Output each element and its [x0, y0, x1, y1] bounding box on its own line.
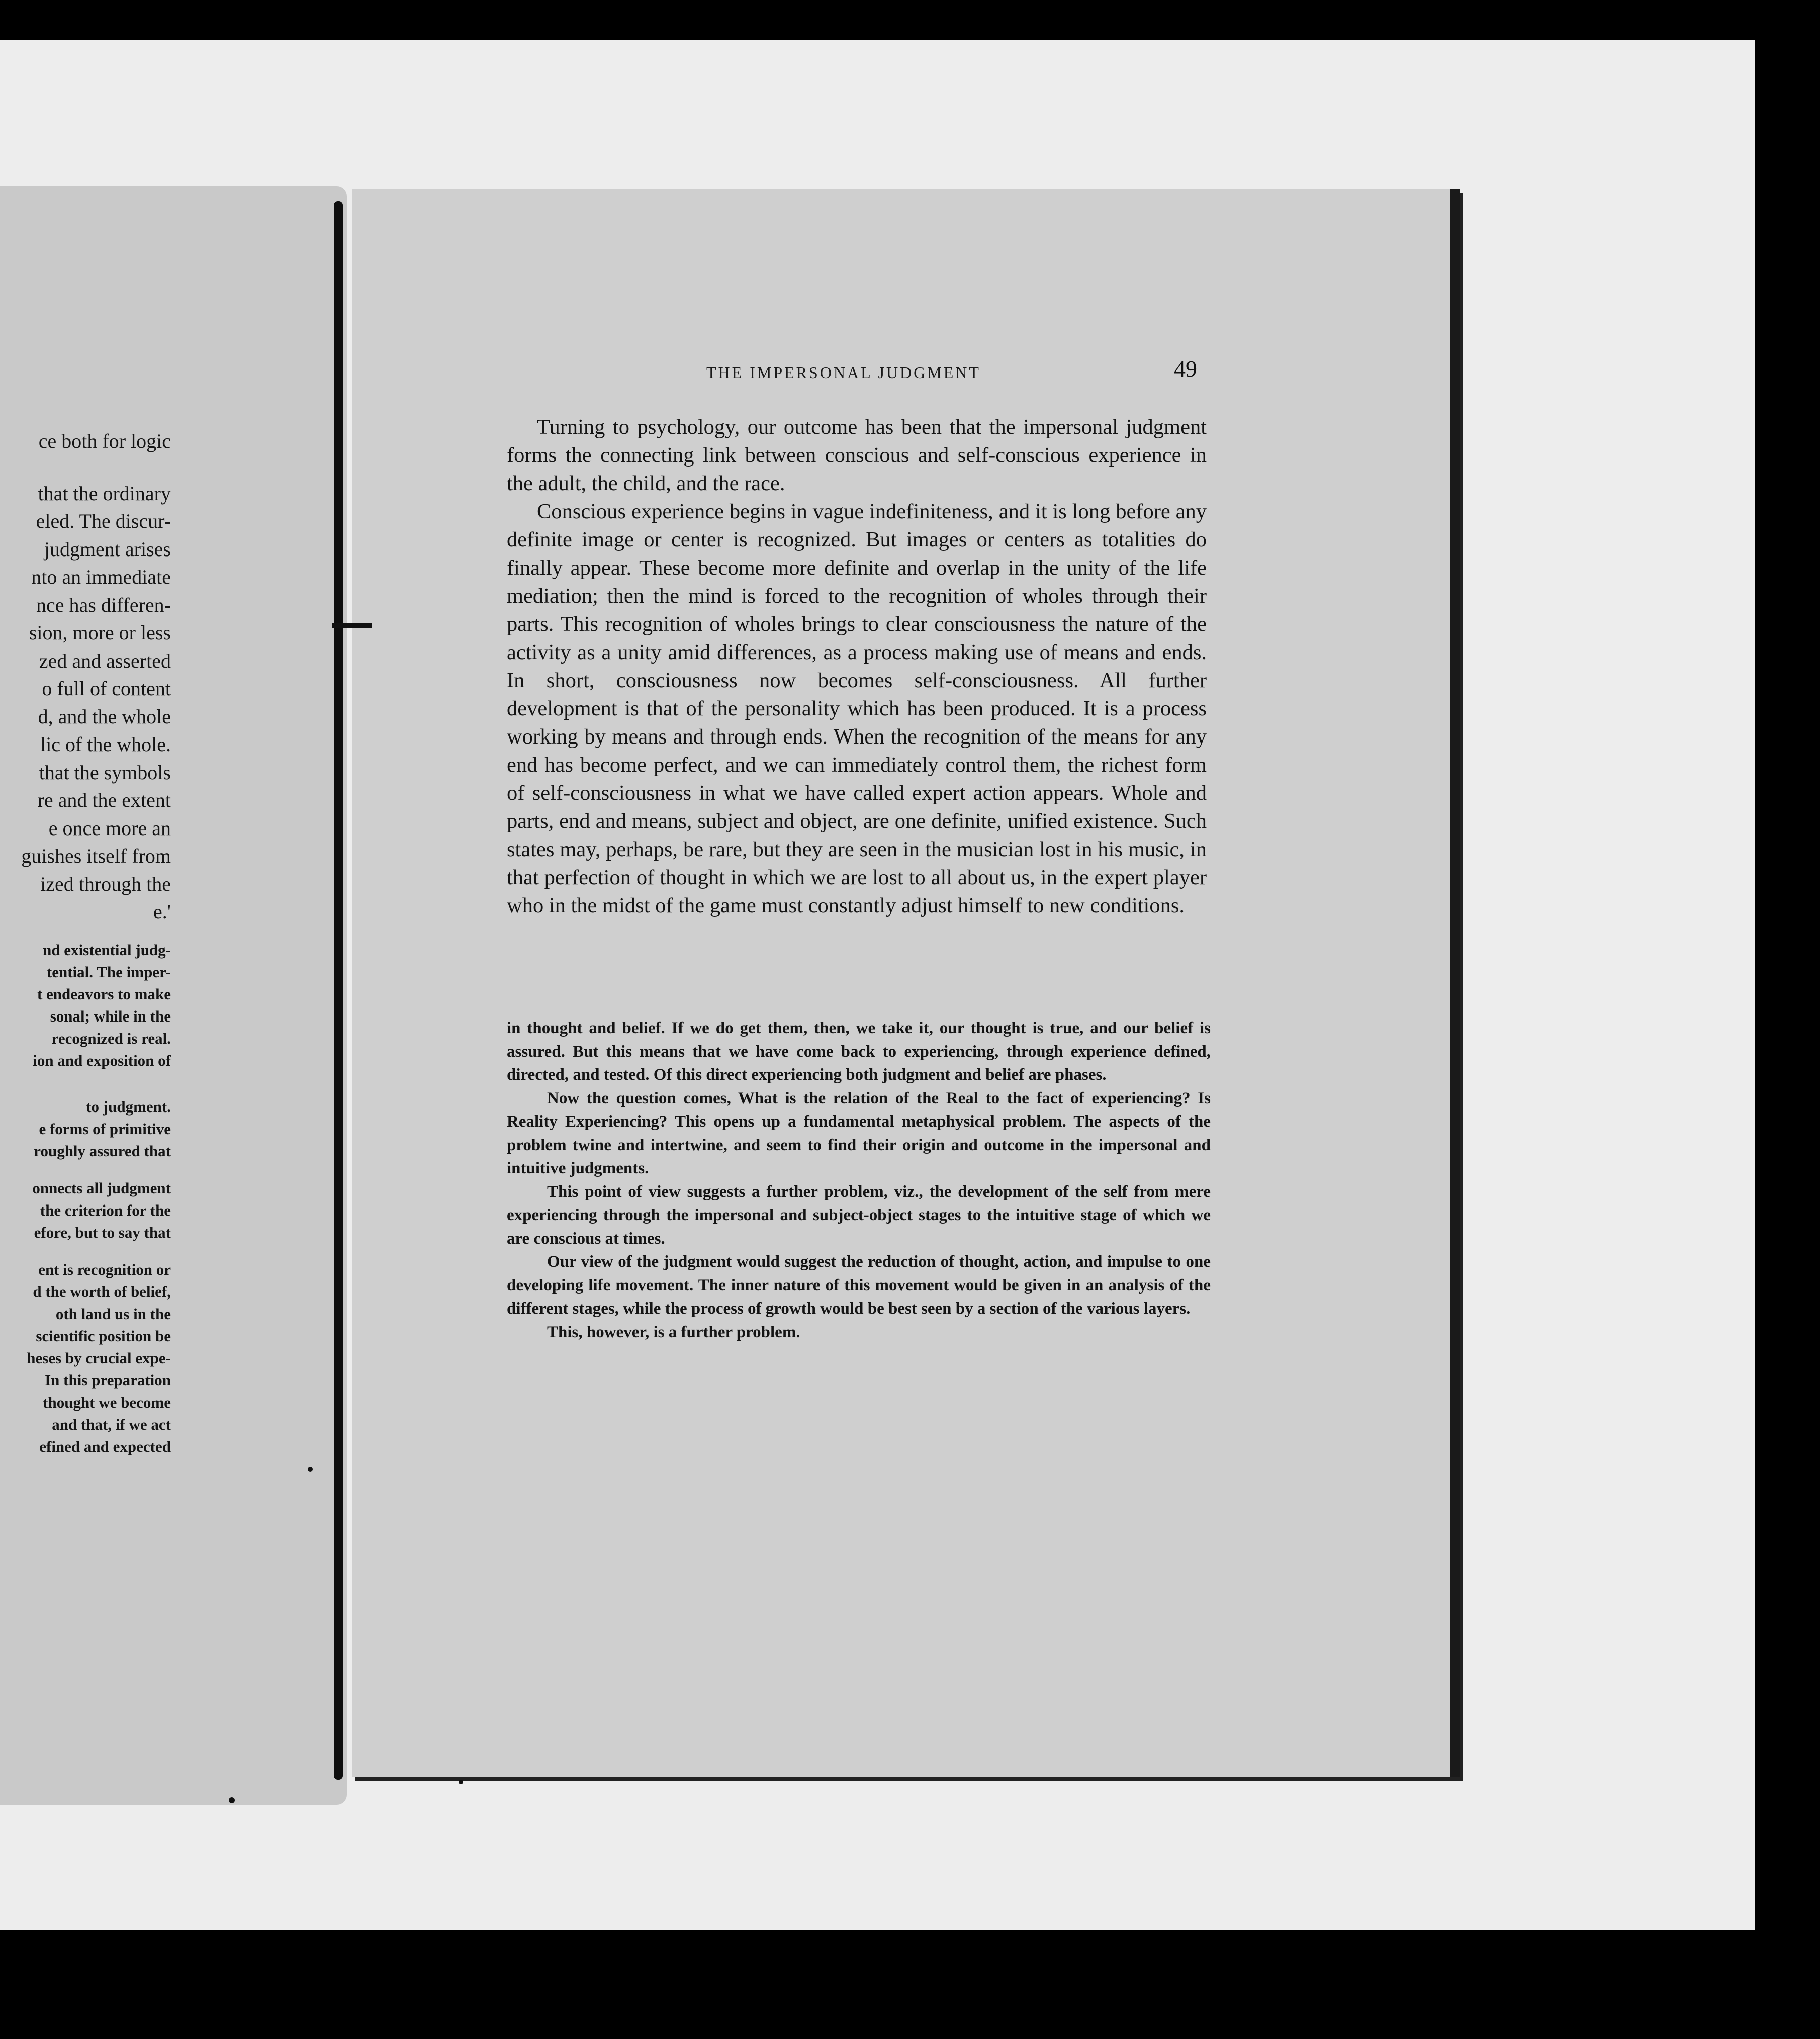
footnote-paragraph: in thought and belief. If we do get them, then, we take it, our thought is true, and our belief is assured. But this means that we have come back to experiencing, through experience defined, directed, and tested. Of this direct experiencing both judgment and belief are phases. — [507, 1019, 1211, 1084]
footnote-line: oth land us in the — [55, 1305, 171, 1323]
text-line: ce both for logic — [38, 430, 171, 452]
scan-speck — [459, 1780, 463, 1784]
text-line: zed and asserted — [39, 649, 171, 672]
running-head: THE IMPERSONAL JUDGMENT — [706, 363, 981, 382]
footnote-text — [507, 1016, 1211, 1344]
text-line: sion, more or less — [29, 621, 171, 644]
footnote-paragraph: Our view of the judgment would suggest the reduction of thought, action, and impulse to one developing life movement. The inner nature of this movement would be given in an analysis of the different stages, while the process of growth would be best seen by a section of the various layers. — [507, 1253, 1211, 1318]
text-line: re and the extent — [37, 789, 171, 811]
footnote-line: nd existential judg- — [43, 941, 171, 959]
scan-speck — [308, 1467, 313, 1472]
footnote-line: roughly assured that — [34, 1142, 171, 1160]
main-text — [507, 413, 1207, 920]
footnote-line: ion and exposition of — [33, 1051, 171, 1069]
footnote-line: scientific position be — [36, 1327, 171, 1345]
footnote-line: to judgment. — [86, 1097, 171, 1116]
text-line: that the symbols — [39, 761, 171, 784]
paragraph: Turning to psychology, our outcome has been that the impersonal judgment forms the connecting link between conscious and self-conscious experience in the adult, the child, and the race. — [507, 415, 1207, 495]
left-page-text — [0, 427, 171, 1458]
footnote-line: efined and expected — [39, 1437, 171, 1455]
footnote-paragraph: Now the question comes, What is the relation of the Real to the fact of experiencing? Is Reality Experiencing? This opens up a fundamental metaphysical problem. The aspects of the problem twine and intertwine, and seem to find their origin and outcome in the impersonal and intuitive judgments. — [507, 1089, 1211, 1177]
footnote-line: tential. The imper- — [46, 963, 171, 981]
left-page — [0, 186, 347, 1805]
text-line: d, and the whole — [38, 705, 171, 728]
footnote-line: recognized is real. — [51, 1029, 171, 1047]
footnote-line: sonal; while in the — [50, 1007, 171, 1025]
text-line: judgment arises — [44, 537, 171, 561]
text-line: that the ordinary — [38, 482, 171, 505]
footnote-paragraph: This point of view suggests a further problem, viz., the development of the self from mere experiencing through the impersonal and subject-object stages to the intuitive stage of which we are conscious at times. — [507, 1182, 1211, 1248]
footnote-line: efore, but to say that — [34, 1223, 171, 1241]
footnote-line: thought we become — [43, 1393, 171, 1411]
page-number: 49 — [1174, 356, 1197, 382]
text-line: nce has differen- — [36, 593, 171, 616]
footnote-line: d the worth of belief, — [33, 1282, 171, 1301]
paragraph: Conscious experience begins in vague indefiniteness, and it is long before any definite image or center is recognized. But images or centers as totalities do finally appear. These become more definite and overlap in the unity of the life mediation; then the mind is forced to the recognition of wholes through their parts. This recognition of wholes brings to clear consciousness the nature of the activity as a unity amid differences, as a process making use of means and ends. In short, consciousness now becomes self-consciousness. All further development is that of the personality which has been produced. It is a process working by means and through ends. When the recognition of the means for any end has become perfect, and we can immediately control them, the richest form of self-consciousness in what we have called expert action appears. Whole and parts, end and means, subject and object, are one definite, unified existence. Such states may, perhaps, be rare, but they are seen in the musician lost in his music, in that perfection of thought in which we are lost to all about us, in the expert player who in the midst of the game must constantly adjust himself to new conditions. — [507, 500, 1207, 917]
text-line: e once more an — [48, 816, 171, 840]
text-line: e.' — [153, 900, 171, 923]
footnote-line: heses by crucial expe- — [27, 1349, 171, 1367]
text-line: eled. The discur- — [36, 510, 171, 532]
footnote-paragraph: This, however, is a further problem. — [547, 1323, 800, 1341]
spine-notch — [332, 623, 372, 628]
text-line: lic of the whole. — [40, 733, 171, 756]
footnote-line: and that, if we act — [52, 1415, 171, 1433]
footnote-line: t endeavors to make — [37, 985, 171, 1003]
footnote-line: e forms of primitive — [39, 1120, 171, 1138]
footnote-line: the criterion for the — [40, 1201, 171, 1219]
footnote-line: In this preparation — [45, 1371, 171, 1389]
text-line: o full of content — [42, 677, 171, 700]
text-line: ized through the — [40, 872, 171, 895]
text-line: nto an immediate — [31, 566, 171, 588]
footnote-line: onnects all judgment — [32, 1179, 171, 1197]
text-line: guishes itself from — [21, 845, 171, 867]
footnote-line: ent is recognition or — [38, 1260, 171, 1278]
book-spine — [334, 201, 343, 1780]
scan-speck — [229, 1797, 235, 1803]
